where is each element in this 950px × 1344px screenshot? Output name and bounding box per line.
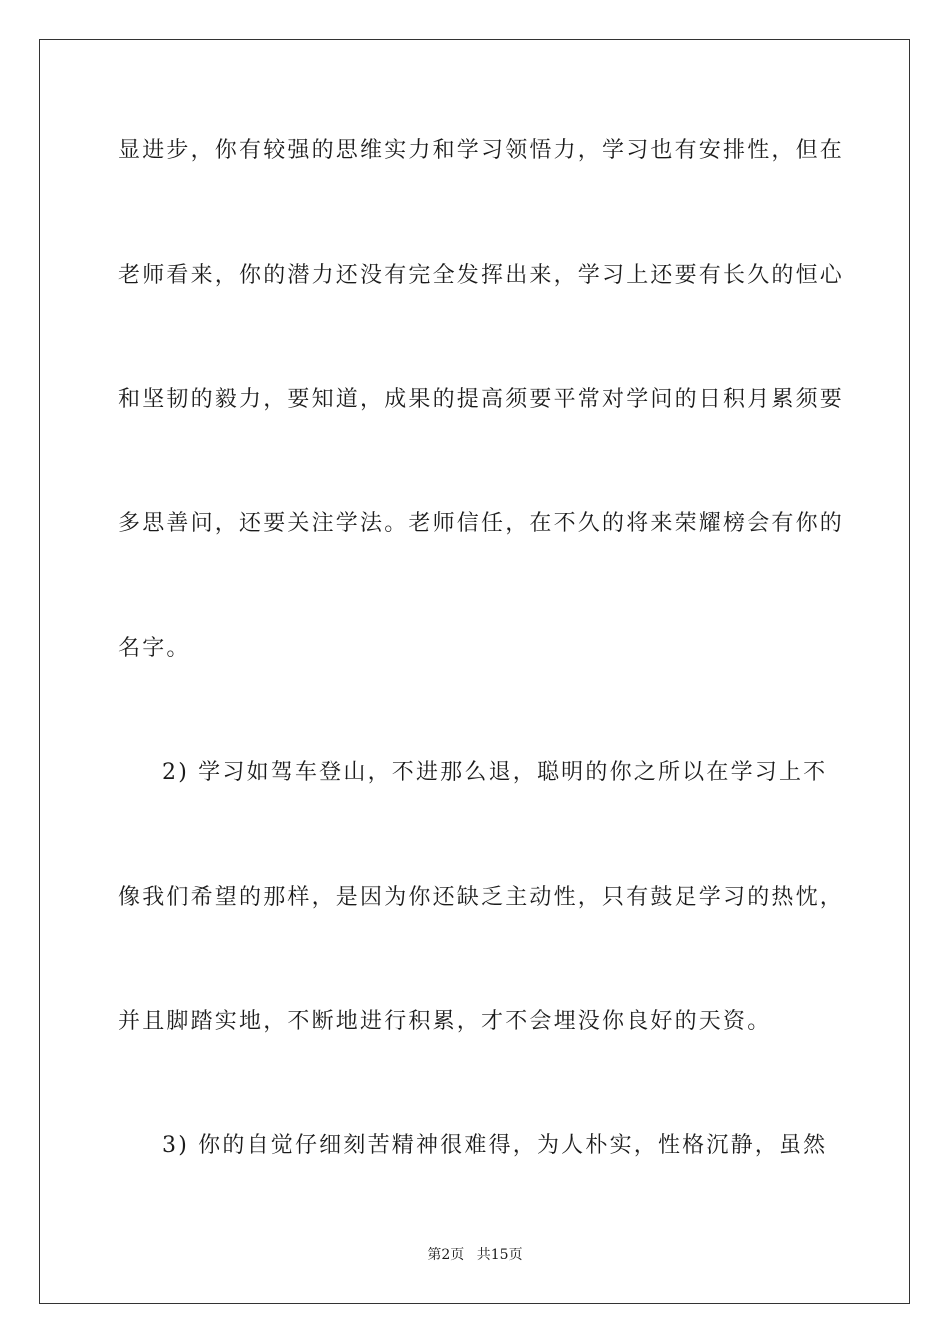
page-total: 共15页 [476, 1247, 523, 1263]
page-number: 第2页 [427, 1247, 465, 1263]
paragraph-line: 并且脚踏实地，不断地进行积累，才不会埋没你良好的天资。 [118, 1009, 772, 1034]
page-footer [0, 1245, 950, 1265]
page-border [39, 39, 910, 1304]
paragraph-line: 像我们希望的那样，是因为你还缺乏主动性，只有鼓足学习的热忱， [118, 885, 845, 910]
paragraph-line: 2) 学习如驾车登山，不进那么退，聪明的你之所以在学习上不 [162, 760, 828, 785]
paragraph-line: 显进步，你有较强的思维实力和学习领悟力，学习也有安排性，但在 [118, 138, 845, 163]
paragraph-line: 3) 你的自觉仔细刻苦精神很难得，为人朴实，性格沉静，虽然 [162, 1133, 828, 1158]
paragraph-line: 和坚韧的毅力，要知道，成果的提高须要平常对学问的日积月累须要 [118, 387, 845, 412]
paragraph-line: 老师看来，你的潜力还没有完全发挥出来，学习上还要有长久的恒心 [118, 263, 845, 288]
paragraph-line: 名字。 [118, 636, 191, 661]
paragraph-line: 多思善问，还要关注学法。老师信任，在不久的将来荣耀榜会有你的 [118, 511, 845, 536]
